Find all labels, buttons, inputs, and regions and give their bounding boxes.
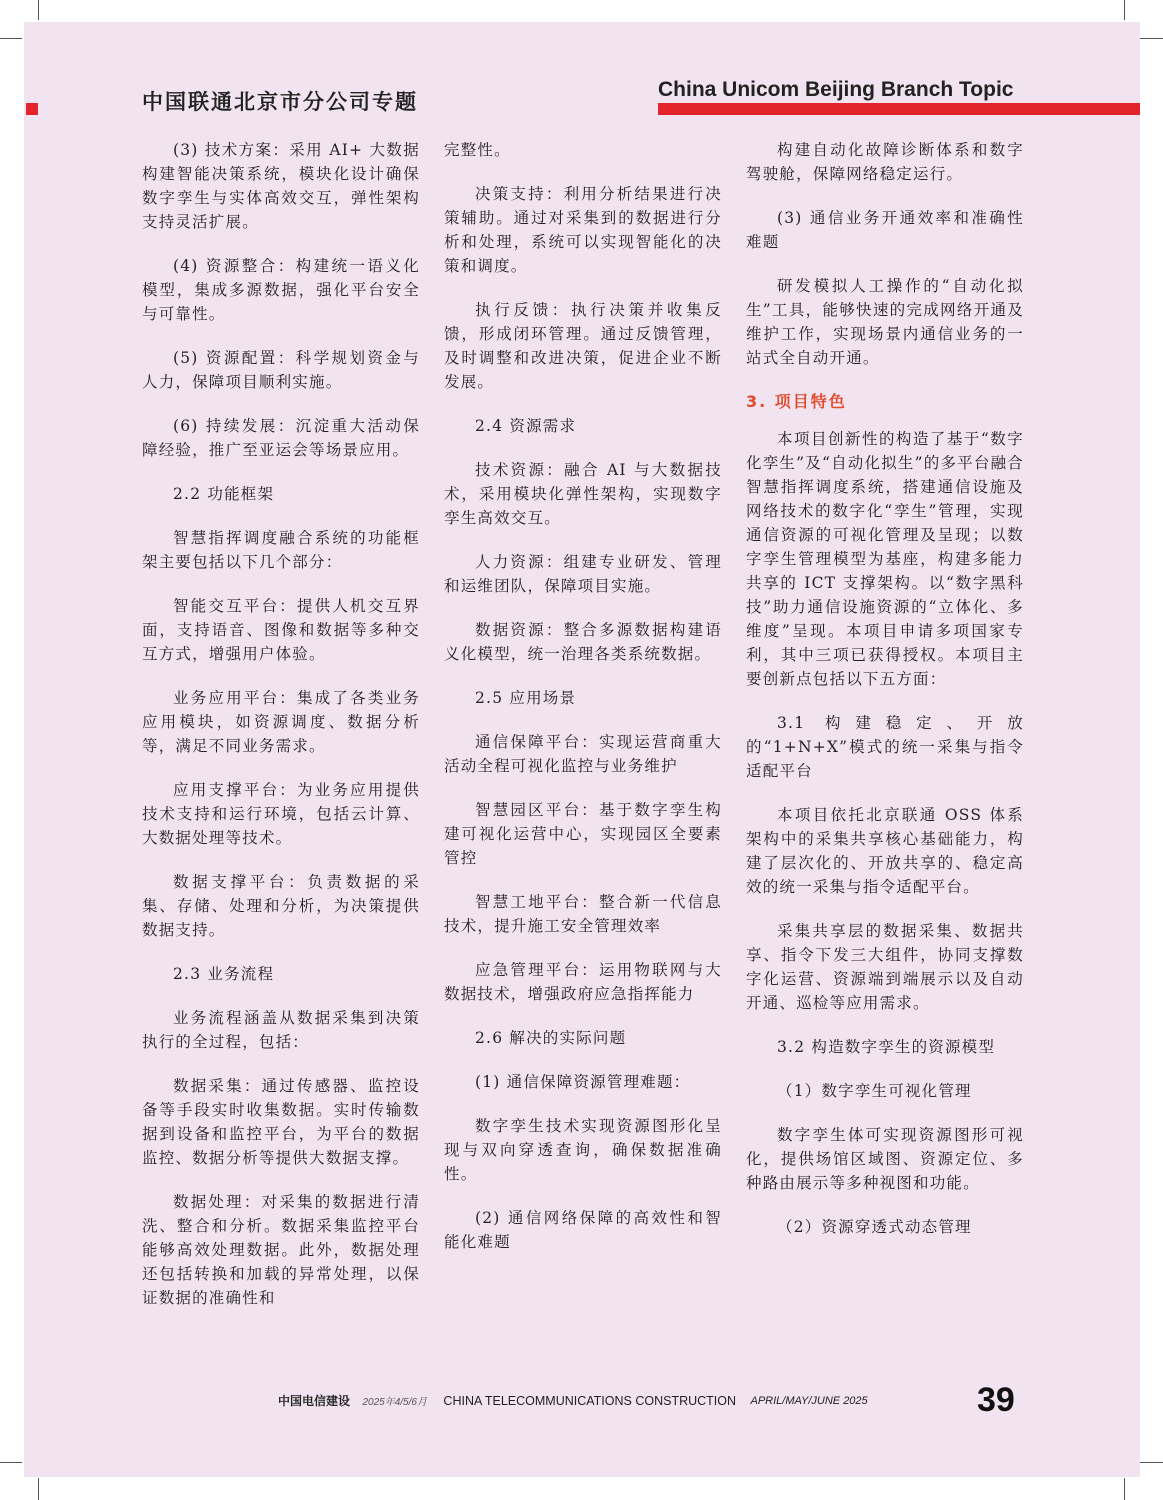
paragraph: 2.6 解决的实际问题 — [475, 1029, 627, 1047]
paragraph: 技术资源：融合 AI 与大数据技术，采用模块化弹性架构，实现数字孪生高效交互。 — [444, 461, 722, 527]
paragraph: 研发模拟人工操作的“自动化拟生”工具，能够快速的完成网络开通及维护工作，实现场景内通信业务的一站式全自动开通。 — [746, 277, 1024, 367]
paragraph: 完整性。 — [444, 141, 511, 159]
crop-mark — [1124, 1478, 1125, 1500]
paragraph: 2.4 资源需求 — [475, 417, 577, 435]
paragraph: 数字孪生技术实现资源图形化呈现与双向穿透查询，确保数据准确性。 — [444, 1117, 722, 1183]
header-accent-bar — [658, 103, 1140, 115]
paragraph: 业务流程涵盖从数据采集到决策执行的全过程，包括： — [142, 1009, 420, 1051]
paragraph: 通信保障平台：实现运营商重大活动全程可视化监控与业务维护 — [444, 733, 722, 775]
paragraph: 数据采集：通过传感器、监控设备等手段实时收集数据。实时传输数据到设备和监控平台，为平台的数据监控、数据分析等提供大数据支撑。 — [142, 1077, 420, 1167]
crop-mark — [1140, 38, 1163, 39]
paragraph: 本项目创新性的构造了基于“数字化孪生”及“自动化拟生”的多平台融合智慧指挥调度系统，搭建通信设施及网络技术的数字化“孪生”管理，实现通信资源的可视化管理及呈现；以数字孪生管理模型为基座，构建多能力共享的 ICT 支撑架构。以“数字黑科技”助力通信设施资源的“立体化、多维度”呈现。本项目申请多项国家专利，其中三项已获得授权。本项目主要创新点包括以下五方面： — [746, 430, 1024, 688]
paragraph: 应用支撑平台：为业务应用提供技术支持和运行环境，包括云计算、大数据处理等技术。 — [142, 781, 420, 847]
paragraph: （1）数字孪生可视化管理 — [777, 1082, 972, 1100]
footer-magazine-cn: 中国电信建设 — [278, 1394, 351, 1409]
paragraph: 智慧指挥调度融合系统的功能框架主要包括以下几个部分： — [142, 529, 420, 571]
paragraph: 应急管理平台：运用物联网与大数据技术，增强政府应急指挥能力 — [444, 961, 722, 1003]
paragraph: 3.2 构造数字孪生的资源模型 — [777, 1038, 996, 1056]
footer-date-cn: 2025年4/5/6月 — [362, 1397, 427, 1409]
crop-mark — [0, 38, 22, 39]
paragraph: (1) 通信保障资源管理难题： — [475, 1073, 691, 1091]
crop-mark — [38, 1478, 39, 1500]
paragraph: 2.3 业务流程 — [173, 965, 275, 983]
paragraph: 人力资源：组建专业研发、管理和运维团队，保障项目实施。 — [444, 553, 722, 595]
paragraph: (6) 持续发展：沉淀重大活动保障经验，推广至亚运会等场景应用。 — [142, 417, 420, 459]
footer-magazine-en: CHINA TELECOMMUNICATIONS CONSTRUCTION — [443, 1393, 737, 1408]
text-column-2 — [444, 138, 722, 1274]
paragraph: 智慧园区平台：基于数字孪生构建可视化运营中心，实现园区全要素管控 — [444, 801, 722, 867]
paragraph: 2.5 应用场景 — [475, 689, 577, 707]
paragraph: 3.1 构建稳定、开放的“1+N+X”模式的统一采集与指令适配平台 — [746, 714, 1024, 780]
paragraph: 智慧工地平台：整合新一代信息技术，提升施工安全管理效率 — [444, 893, 722, 935]
paragraph: (3) 通信业务开通效率和准确性难题 — [746, 209, 1024, 251]
section-heading: 3. 项目特色 — [746, 392, 847, 411]
crop-mark — [1124, 0, 1125, 20]
paragraph: 决策支持：利用分析结果进行决策辅助。通过对采集到的数据进行分析和处理，系统可以实现智能化的决策和调度。 — [444, 185, 722, 275]
paragraph: 执行反馈：执行决策并收集反馈，形成闭环管理。通过反馈管理，及时调整和改进决策，促进企业不断发展。 — [444, 301, 722, 391]
paragraph: 2.2 功能框架 — [173, 485, 275, 503]
paragraph: 智能交互平台：提供人机交互界面，支持语音、图像和数据等多种交互方式，增强用户体验。 — [142, 597, 420, 663]
paragraph: 本项目依托北京联通 OSS 体系架构中的采集共享核心基础能力，构建了层次化的、开放共享的、稳定高效的统一采集与指令适配平台。 — [746, 806, 1024, 896]
paragraph: 数据处理：对采集的数据进行清洗、整合和分析。数据采集监控平台能够高效处理数据。此外，数据处理还包括转换和加载的异常处理，以保证数据的准确性和 — [142, 1193, 420, 1307]
paragraph: (3) 技术方案：采用 AI+ 大数据构建智能决策系统，模块化设计确保数字孪生与实体高效交互，弹性架构支持灵活扩展。 — [142, 141, 420, 231]
header-title-en: China Unicom Beijing Branch Topic — [658, 78, 1014, 101]
crop-mark — [0, 1462, 22, 1463]
footer — [278, 1392, 868, 1410]
header-accent-square — [26, 103, 38, 115]
header-title-cn: 中国联通北京市分公司专题 — [142, 90, 418, 114]
footer-date-en: APRIL/MAY/JUNE 2025 — [750, 1394, 868, 1407]
paragraph: 构建自动化故障诊断体系和数字驾驶舱，保障网络稳定运行。 — [746, 141, 1024, 183]
paragraph: 数据支撑平台：负责数据的采集、存储、处理和分析，为决策提供数据支持。 — [142, 873, 420, 939]
paragraph: （2）资源穿透式动态管理 — [777, 1218, 972, 1236]
crop-mark — [1140, 1462, 1163, 1463]
page-number: 39 — [977, 1381, 1015, 1419]
paragraph: 数字孪生体可实现资源图形可视化，提供场馆区域图、资源定位、多种路由展示等多种视图和功能。 — [746, 1126, 1024, 1192]
crop-mark — [38, 0, 39, 20]
paragraph: (4) 资源整合：构建统一语义化模型，集成多源数据，强化平台安全与可靠性。 — [142, 257, 420, 323]
text-column-1 — [142, 138, 420, 1330]
paragraph: 采集共享层的数据采集、数据共享、指令下发三大组件，协同支撑数字化运营、资源端到端展示以及自动开通、巡检等应用需求。 — [746, 922, 1024, 1012]
paragraph: (2) 通信网络保障的高效性和智能化难题 — [444, 1209, 722, 1251]
paragraph: 业务应用平台：集成了各类业务应用模块，如资源调度、数据分析等，满足不同业务需求。 — [142, 689, 420, 755]
paragraph: (5) 资源配置：科学规划资金与人力，保障项目顺利实施。 — [142, 349, 420, 391]
text-column-3 — [746, 138, 1024, 1259]
paragraph: 数据资源：整合多源数据构建语义化模型，统一治理各类系统数据。 — [444, 621, 722, 663]
